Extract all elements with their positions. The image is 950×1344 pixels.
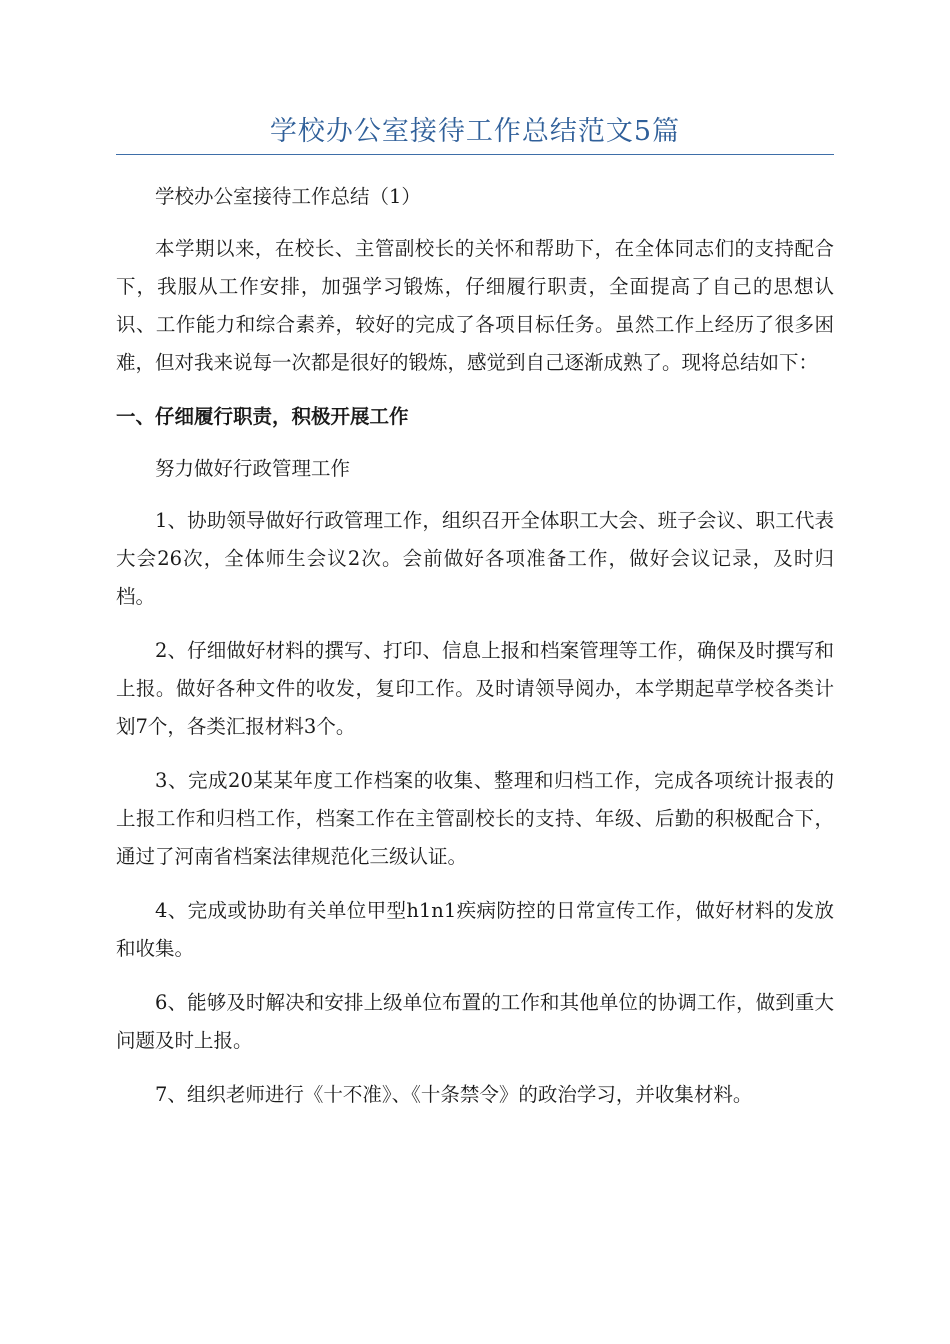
- list-item: 2、仔细做好材料的撰写、打印、信息上报和档案管理等工作，确保及时撰写和上报。做好各种文件的收发，复印工作。及时请领导阅办，本学期起草学校各类计划7个，各类汇报材料3个。: [116, 639, 834, 738]
- title-underline: [116, 154, 834, 155]
- list-item: 7、组织老师进行《十不准》、《十条禁令》的政治学习，并收集材料。: [155, 1083, 753, 1106]
- document-subtitle: 学校办公室接待工作总结（1）: [155, 185, 421, 208]
- list-item: 6、能够及时解决和安排上级单位布置的工作和其他单位的协调工作，做到重大问题及时上报。: [116, 991, 834, 1052]
- document-body: [116, 178, 834, 1130]
- list-item: 4、完成或协助有关单位甲型h1n1疾病防控的日常宣传工作，做好材料的发放和收集。: [116, 899, 834, 960]
- list-item: 1、协助领导做好行政管理工作，组织召开全体职工大会、班子会议、职工代表大会26次，全体师生会议2次。会前做好各项准备工作，做好会议记录，及时归档。: [116, 509, 834, 608]
- intro-paragraph: 本学期以来，在校长、主管副校长的关怀和帮助下，在全体同志们的支持配合下，我服从工作安排，加强学习锻炼，仔细履行职责，全面提高了自己的思想认识、工作能力和综合素养，较好的完成了各项目标任务。虽然工作上经历了很多困难，但对我来说每一次都是很好的锻炼，感觉到自己逐渐成熟了。现将总结如下：: [116, 237, 834, 374]
- section-subheading: 努力做好行政管理工作: [155, 457, 351, 480]
- section-heading: 一、仔细履行职责，积极开展工作: [116, 405, 409, 428]
- document-title: 学校办公室接待工作总结范文5篇: [269, 116, 681, 147]
- list-item: 3、完成20某某年度工作档案的收集、整理和归档工作，完成各项统计报表的上报工作和归档工作，档案工作在主管副校长的支持、年级、后勤的积极配合下，通过了河南省档案法律规范化三级认证。: [116, 769, 834, 868]
